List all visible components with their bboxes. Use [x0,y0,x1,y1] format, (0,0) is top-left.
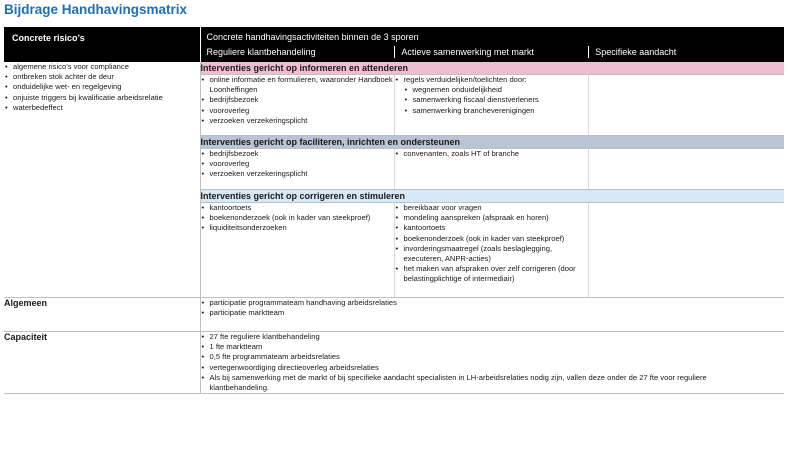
list-item: • wegnemen onduidelijkheid [395,85,588,95]
capaciteit-content [200,332,784,394]
list-item: • verzoeken verzekeringsplicht [201,116,394,126]
list-item: • vertegenwoordiging directieoverleg arbeidsrelaties [201,363,785,373]
list-item: • bedrijfsbezoek [201,149,394,159]
list-item: • 1 fte marktteam [201,342,785,352]
section-corrigeren-markt [394,203,588,298]
list-item: • verzoeken verzekeringsplicht [201,169,394,179]
section-faciliteren-title: Interventies gericht op faciliteren, inrichten en ondersteunen [200,136,784,149]
list-item: • het maken van afspraken over zelf corrigeren (door belastingplichtige of intermediair) [395,264,588,284]
section-informeren-title: Interventies gericht op informeren en attenderen [200,62,784,75]
list-item: • liquiditeitsonderzoeken [201,223,394,233]
section-faciliteren-specifiek [588,149,784,190]
list-item: • online informatie en formulieren, waaronder Handboek Loonheffingen [201,75,394,95]
section-corrigeren-regulier [200,203,394,298]
capaciteit-label: Capaciteit [4,332,200,394]
spoor-markt: Actieve samenwerking met markt [394,46,588,58]
list-item: • mondeling aanspreken (afspraak en horen) [395,213,588,223]
spoor-specifiek: Specifieke aandacht [588,46,778,58]
list-item: • Als bij samenwerking met de markt of bij specifieke aandacht specialisten in LH-arbeidsrelaties nodig zijn, vallen deze onder de 27 fte voor reguliere klantbehandeling. [201,373,785,393]
list-item: • vooroverleg [201,106,394,116]
header-sporen [201,45,785,62]
page-title: Bijdrage Handhavingsmatrix [4,2,188,17]
handhavingsmatrix-table [4,27,784,394]
section-faciliteren-markt [394,149,588,190]
list-item: • boekenonderzoek (ook in kader van steekproef) [395,234,588,244]
list-item: • kantoortoets [395,223,588,233]
section-informeren-markt [394,75,588,136]
list-item: • participatie marktteam [201,308,785,318]
list-item: • participatie programmateam handhaving arbeidsrelaties [201,298,785,308]
section-corrigeren-specifiek [588,203,784,298]
section-faciliteren-regulier [200,149,394,190]
algemeen-label: Algemeen [4,298,200,332]
list-item: • 27 fte reguliere klantbehandeling [201,332,785,342]
list-item: • algemene risico’s voor compliance [4,62,200,72]
header-risk-column: Concrete risico’s [4,27,200,62]
list-item: • 0,5 fte programmateam arbeidsrelaties [201,352,785,362]
list-item: • waterbedeffect [4,103,200,113]
algemeen-content [200,298,784,332]
list-item: • kantoortoets [201,203,394,213]
section-informeren-regulier [200,75,394,136]
header-activities [200,27,784,62]
list-item: • boekenonderzoek (ook in kader van steekproef) [201,213,394,223]
header-row [4,27,784,62]
section-informeren-specifiek [588,75,784,136]
header-main-title: Concrete handhavingsactiviteiten binnen de 3 sporen [206,32,419,42]
section-corrigeren-title: Interventies gericht op corrigeren en stimuleren [200,190,784,203]
list-item: • bereikbaar voor vragen [395,203,588,213]
list-item: • invorderingsmaatregel (zoals beslaglegging, executeren, ANPR-acties) [395,244,588,264]
risks-list [4,62,200,113]
spoor-regulier: Reguliere klantbehandeling [206,47,316,57]
list-item: • ontbreken stok achter de deur [4,72,200,82]
list-item: • onjuiste triggers bij kwalificatie arbeidsrelatie [4,93,200,103]
list-item: • samenwerking brancheverenigingen [395,106,588,116]
list-item: • convenanten, zoals HT of branche [395,149,588,159]
list-item: • samenwerking fiscaal dienstverleners [395,95,588,105]
risks-cell [4,62,200,298]
list-item: • onduidelijke wet- en regelgeving [4,82,200,92]
list-item: • vooroverleg [201,159,394,169]
list-item: • regels verduidelijken/toelichten door: [395,75,588,85]
list-item: • bedrijfsbezoek [201,95,394,105]
